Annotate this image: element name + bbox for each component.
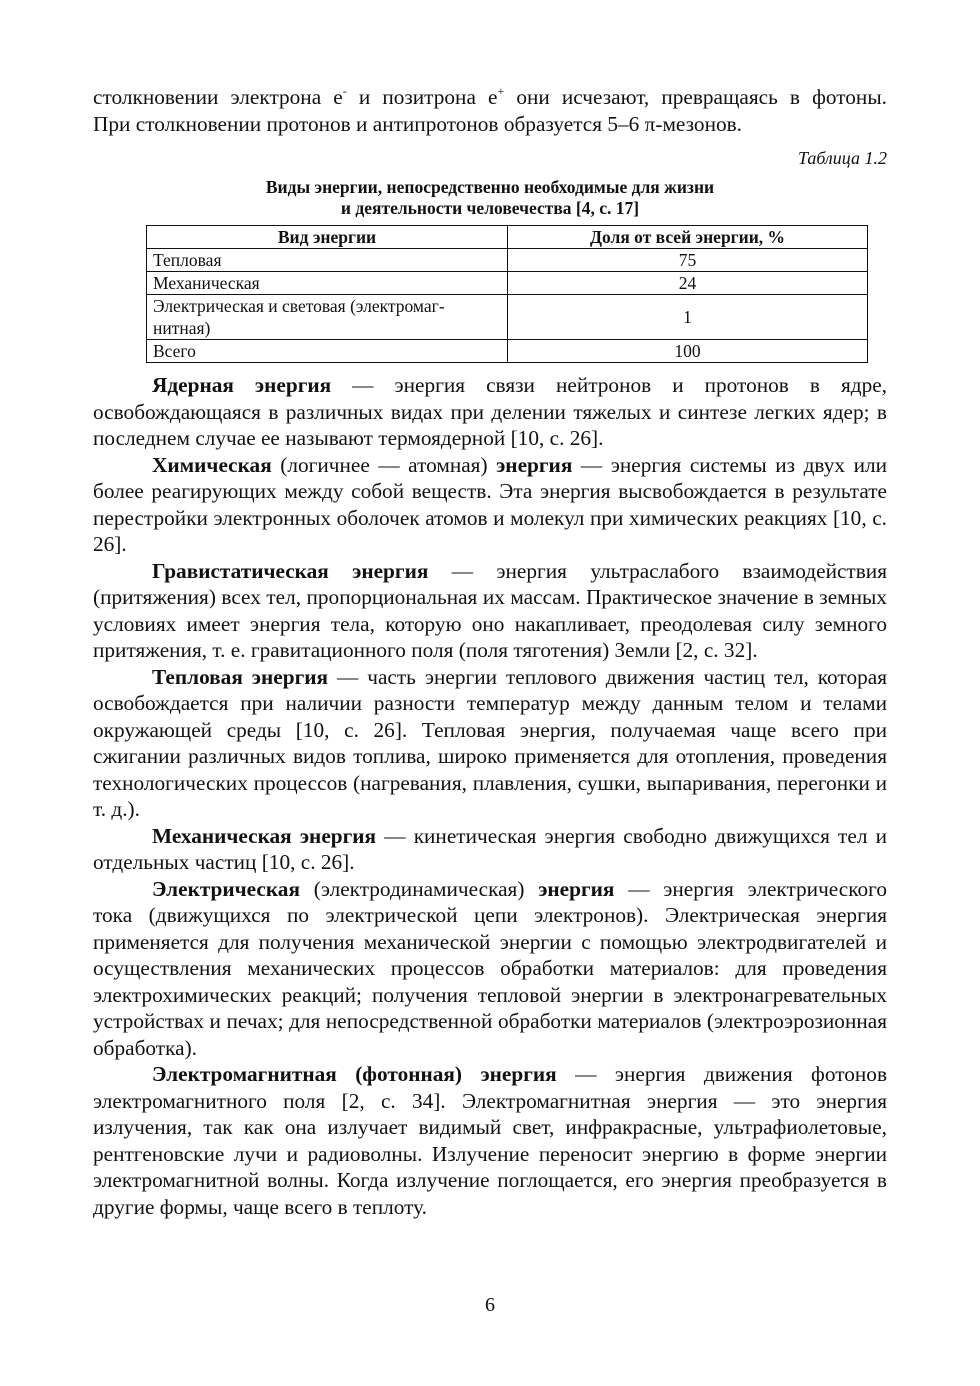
- term-electric-energy: энергия: [538, 876, 615, 901]
- table-caption-line-2: и деятельности человечества [4, с. 17]: [340, 198, 640, 218]
- definition-nuclear: — энергия связи нейтронов и протонов в ядре, освобождающаяся в различных видах при делении тяжелых и синтезе легких ядер; в последнем случае ее называют термоядерной [10, с. 26].: [93, 373, 887, 450]
- energy-table-wrapper: [93, 225, 887, 363]
- table-cell-kind: Электрическая и световая (электромаг-нитная): [147, 295, 508, 340]
- intro-text-a: столкновении электрона е: [93, 85, 343, 109]
- intro-text-c: они исчезают, превращаясь в фотоны.: [504, 85, 887, 109]
- table-row: [147, 249, 868, 272]
- table-caption-line-1: Виды энергии, непосредственно необходимые для жизни: [265, 177, 715, 197]
- term-electric: Электрическая: [152, 876, 300, 901]
- paragraph-electric-energy: [93, 876, 887, 1062]
- table-cell-share: 100: [508, 340, 868, 363]
- document-page: [93, 84, 887, 1220]
- table-row: [147, 272, 868, 295]
- table-cell-share: 75: [508, 249, 868, 272]
- page-number: 6: [485, 1294, 495, 1316]
- definition-thermal: — часть энергии теплового движения частиц тел, которая освобождается при наличии разности температур между данным телом и телами окружающей среды [10, с. 26]. Тепловая энергия, получаемая чаще всего при сжигании различных видов топлива, широко применяется для отопления, проведения технологических процессов (нагревания, плавления, сушки, выпаривания, перегонки и т. д.).: [93, 664, 887, 821]
- table-header-share: Доля от всей энергии, %: [508, 226, 868, 249]
- term-electromagnetic: Электромагнитная (фотонная) энергия: [152, 1062, 557, 1086]
- table-header-kind: Вид энергии: [147, 226, 508, 249]
- table-header-row: [147, 226, 868, 249]
- table-number: Таблица 1.2: [797, 148, 887, 168]
- paragraph-thermal-energy: [93, 664, 887, 823]
- term-chemical-energy: энергия: [496, 452, 573, 477]
- term-gravistatic: Гравистатическая энергия: [152, 558, 429, 583]
- paragraph-chemical-energy: [93, 452, 887, 558]
- body-paragraphs: [93, 372, 887, 1220]
- table-caption: [93, 177, 887, 219]
- electric-aside: (электродинамическая): [299, 876, 539, 901]
- intro-text-b: и позитрона е: [346, 85, 498, 109]
- table-cell-kind: Механическая: [147, 272, 508, 295]
- definition-electromagnetic: — энергия движения фотонов электромагнитного поля [2, с. 34]. Электромагнитная энергия — это энергия излучения, так как она излучает видимый свет, инфракрасные, ультрафиолетовые, рентгеновские лучи и радиоволны. Излучение переносит энергию в форме энергии электромагнитной волны. Когда излучение поглощается, его энергия преобразуется в другие формы, чаще всего в теплоту.: [93, 1062, 887, 1219]
- positron-charge-superscript: +: [497, 83, 505, 98]
- intro-line-1: [93, 84, 887, 111]
- paragraph-nuclear-energy: [93, 372, 887, 452]
- table-cell-share: 1: [508, 295, 868, 340]
- intro-line-2: При столкновении протонов и антипротонов образуется 5–6 π-мезонов.: [93, 111, 742, 136]
- energy-table: [146, 225, 868, 363]
- table-row: [147, 295, 868, 340]
- definition-chemical: — энергия системы из двух или более реагирующих между собой веществ. Эта энергия высвобождается в результате перестройки электронных оболочек атомов и молекул при химических реакциях [10, с. 26].: [93, 452, 887, 556]
- table-cell-kind: Тепловая: [147, 249, 508, 272]
- chemical-aside: (логичнее — атомная): [271, 452, 497, 477]
- table-cell-share: 24: [508, 272, 868, 295]
- term-mechanical: Механическая энергия: [152, 823, 377, 848]
- paragraph-electromagnetic-energy: [93, 1061, 887, 1220]
- term-thermal: Тепловая энергия: [152, 664, 329, 689]
- definition-electric: — энергия электрического тока (движущихся по электрической цепи электронов). Электрическая энергия применяется для получения механической энергии с помощью электродвигателей и осуществления механических процессов обработки материалов: для проведения электрохимических реакций; получения тепловой энергии в электронагревательных устройствах и печах; для непосредственной обработки материалов (электроэрозионная обработка).: [93, 876, 887, 1060]
- electron-charge-superscript: -: [342, 83, 347, 98]
- definition-gravistatic: — энергия ультраслабого взаимодействия (притяжения) всех тел, пропорциональная их массам. Практическое значение в земных условиях имеет энергия тела, которую оно накапливает, преодолевая силу земного притяжения, т. е. гравитационного поля (поля тяготения) Земли [2, с. 32].: [93, 558, 887, 662]
- table-row: [147, 340, 868, 363]
- term-nuclear: Ядерная энергия: [152, 373, 332, 397]
- term-chemical: Химическая: [152, 452, 272, 477]
- paragraph-mechanical-energy: [93, 823, 887, 876]
- paragraph-gravistatic-energy: [93, 558, 887, 664]
- table-cell-kind: Всего: [147, 340, 508, 363]
- definition-mechanical: — кинетическая энергия свободно движущихся тел и отдельных частиц [10, с. 26].: [93, 823, 887, 874]
